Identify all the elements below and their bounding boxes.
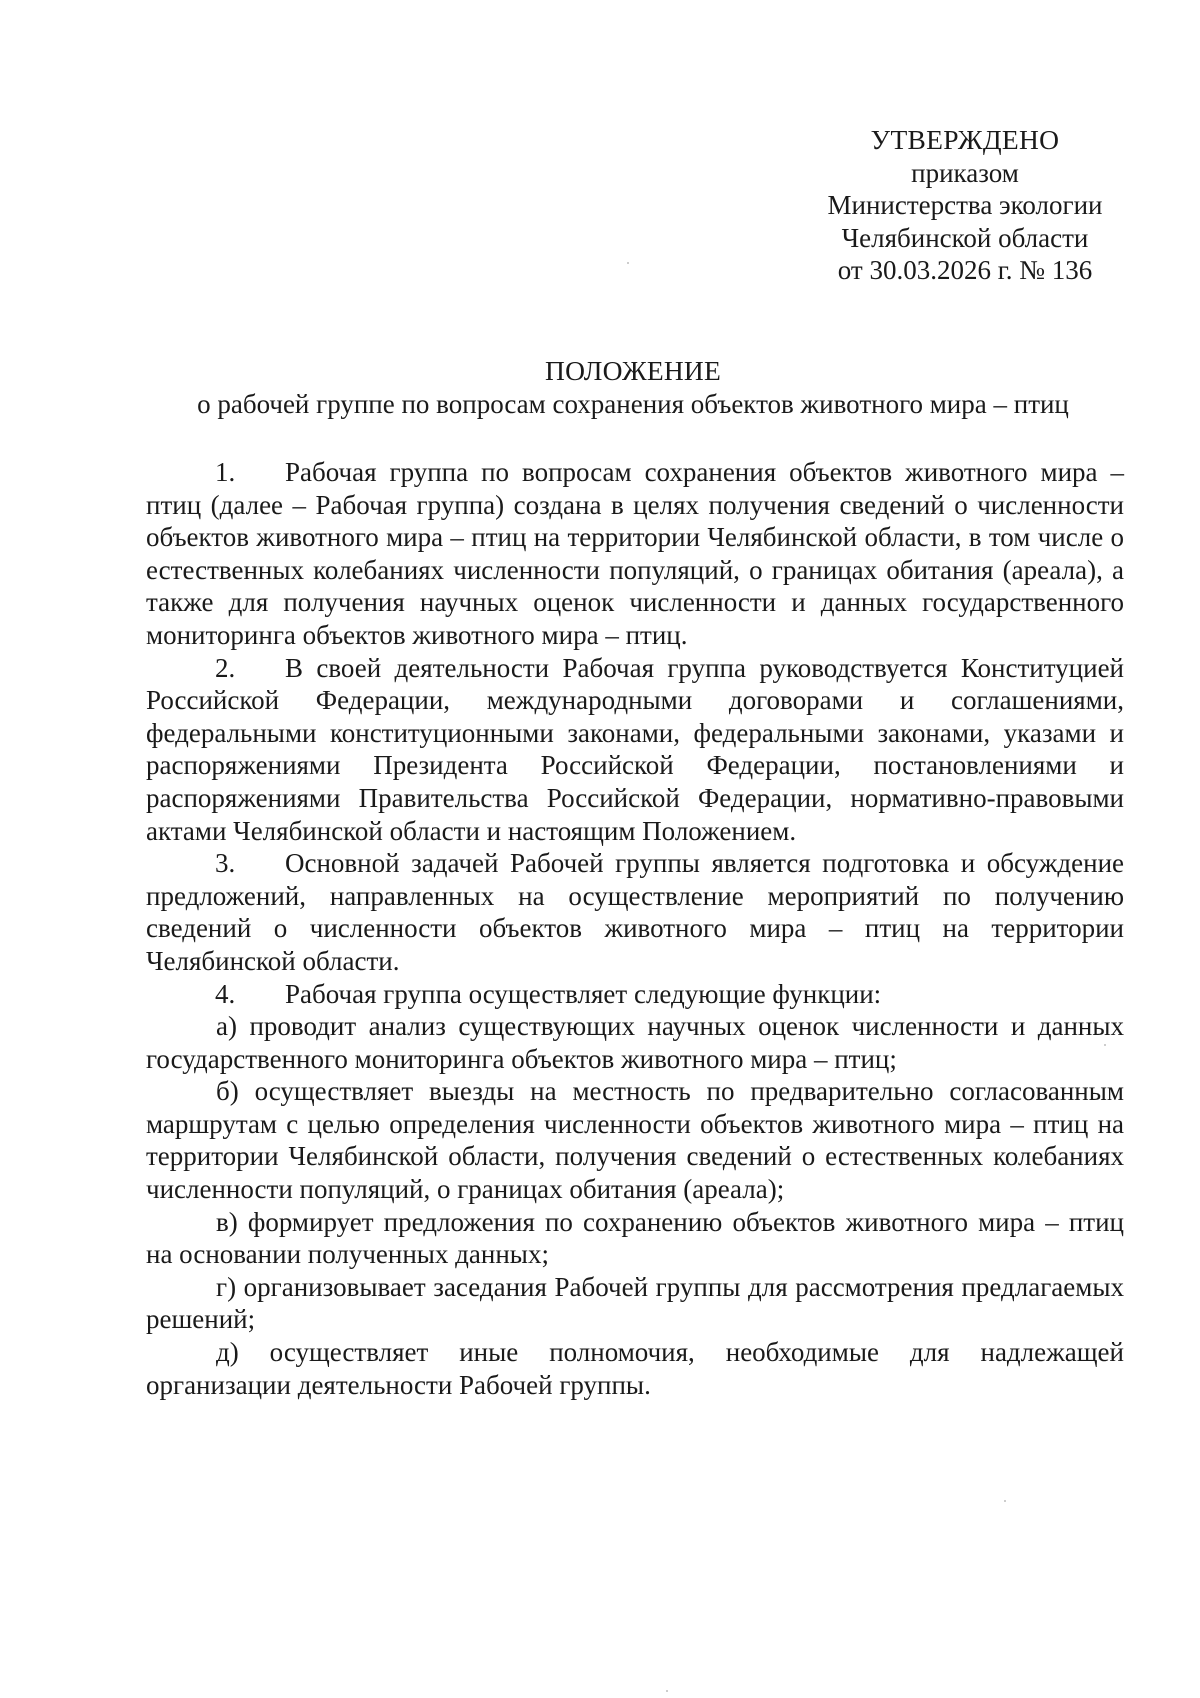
function-item-d: д) осуществляет иные полномочия, необходимые для надлежащей организации деятельности Рабочей группы. bbox=[146, 1337, 1124, 1400]
function-item-a: а) проводит анализ существующих научных оценок численности и данных государственного мониторинга объектов животного мира – птиц; bbox=[146, 1011, 1124, 1074]
paragraph-3 bbox=[146, 847, 1124, 977]
function-item-v: в) формирует предложения по сохранению объектов животного мира – птиц на основании полученных данных; bbox=[146, 1206, 1124, 1270]
paragraph-1 bbox=[146, 456, 1124, 652]
document-subtitle: о рабочей группе по вопросам сохранения объектов животного мира – птиц bbox=[197, 389, 1069, 419]
paragraph-text: Основной задачей Рабочей группы является подготовка и обсуждение предложений, направленных на осуществление мероприятий по получению сведений о численности объектов животного мира – птиц на территории Челябинской области. bbox=[146, 848, 1124, 976]
scan-speck bbox=[1004, 1500, 1006, 1502]
approval-order-line: приказом bbox=[911, 157, 1019, 188]
scan-speck bbox=[666, 1690, 668, 1692]
paragraph-2 bbox=[146, 652, 1124, 848]
approval-ministry-line: Министерства экологии bbox=[827, 190, 1103, 220]
paragraph-number: 2. bbox=[215, 652, 236, 683]
function-item-g: г) организовывает заседания Рабочей группы для рассмотрения предлагаемых решений; bbox=[146, 1271, 1124, 1335]
scan-speck bbox=[1104, 1044, 1106, 1046]
function-item-b: б) осуществляет выезды на местность по предварительно согласованным маршрутам с целью определения численности объектов животного мира – птиц на территории Челябинской области, получения сведений о естественных колебаниях численности популяций, о границах обитания (ареала); bbox=[146, 1076, 1124, 1205]
paragraph-number: 3. bbox=[215, 848, 236, 879]
paragraph-text: Рабочая группа осуществляет следующие функции: bbox=[285, 978, 882, 1009]
approval-stamp-block bbox=[790, 124, 1140, 287]
paragraph-text: Рабочая группа по вопросам сохранения объектов животного мира – птиц (далее – Рабочая группа) создана в целях получения сведений о численности объектов животного мира – птиц на территории Челябинской области, в том числе о естественных колебаниях численности популяций, о границах обитания (ареала), а также для получения научных оценок численности и данных государственного мониторинга объектов животного мира – птиц. bbox=[146, 457, 1124, 650]
approval-region-line: Челябинской области bbox=[841, 222, 1089, 253]
document-title: ПОЛОЖЕНИЕ bbox=[545, 355, 721, 386]
document-body bbox=[146, 456, 1124, 1401]
paragraph-4 bbox=[146, 978, 1124, 1011]
approval-title: УТВЕРЖДЕНО bbox=[870, 124, 1060, 155]
approval-date-number-line: от 30.03.2026 г. № 136 bbox=[837, 255, 1093, 285]
paragraph-number: 1. bbox=[215, 457, 236, 487]
paragraph-number: 4. bbox=[215, 978, 236, 1009]
paragraph-text: В своей деятельности Рабочая группа руководствуется Конституцией Российской Федерации, международными договорами и соглашениями, федеральными конституционными законами, федеральными законами, указами и распоряжениями Президента Российской Федерации, постановлениями и распоряжениями Правительства Российской Федерации, нормативно-правовыми актами Челябинской области и настоящим Положением. bbox=[146, 652, 1124, 846]
scan-speck bbox=[627, 262, 629, 264]
